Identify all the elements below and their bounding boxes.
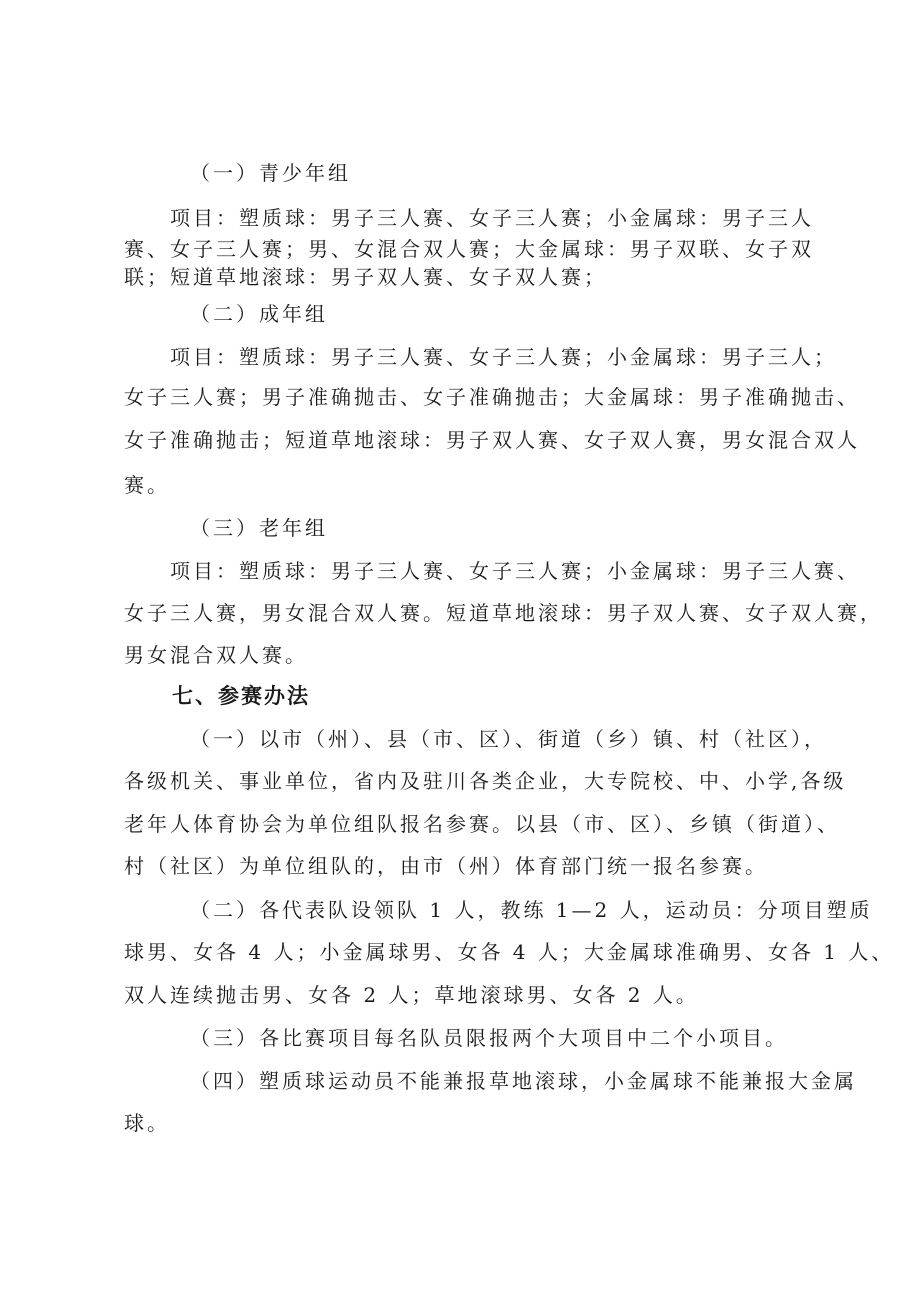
youth-items-line-3: 联；短道草地滚球：男子双人赛、女子双人赛； <box>124 265 607 289</box>
p2-line-3: 双人连续抛击男、女各 2 人；草地滚球男、女各 2 人。 <box>124 983 699 1007</box>
p4-line-2: 球。 <box>124 1111 170 1135</box>
adult-items-line-1: 项目：塑质球：男子三人赛、女子三人赛；小金属球：男子三人； <box>170 345 837 369</box>
senior-items-line-1: 项目：塑质球：男子三人赛、女子三人赛；小金属球：男子三人赛、 <box>170 559 860 583</box>
senior-items-line-3: 男女混合双人赛。 <box>124 643 308 667</box>
senior-items-line-2: 女子三人赛，男女混合双人赛。短道草地滚球：男子双人赛、女子双人赛， <box>124 601 883 625</box>
p2-line-1: （二）各代表队设领队 1 人，教练 1—2 人，运动员：分项目塑质 <box>190 898 873 922</box>
p1-line-3: 老年人体育协会为单位组队报名参赛。以县（市、区）、乡镇（街道）、 <box>124 812 840 836</box>
p1-line-1: （一）以市（州）、县（市、区）、街道（乡）镇、村（社区）， <box>190 727 827 751</box>
p3-line-1: （三）各比赛项目每名队员限报两个大项目中二个小项目。 <box>190 1026 788 1050</box>
p2-line-2: 球男、女各 4 人；小金属球男、女各 4 人；大金属球准确男、女各 1 人、 <box>124 940 895 964</box>
adult-items-line-4: 赛。 <box>124 473 170 497</box>
p1-line-4: 村（社区）为单位组队的，由市（州）体育部门统一报名参赛。 <box>124 854 768 878</box>
p1-line-2: 各级机关、事业单位，省内及驻川各类企业，大专院校、中、小学,各级 <box>124 769 847 793</box>
section-heading-participation: 七、参赛办法 <box>172 684 310 708</box>
adult-items-line-3: 女子准确抛击；短道草地滚球：男子双人赛、女子双人赛，男女混合双人 <box>124 428 860 452</box>
senior-group-title: （三）老年组 <box>190 516 328 540</box>
p4-line-1: （四）塑质球运动员不能兼报草地滚球，小金属球不能兼报大金属 <box>190 1069 857 1093</box>
youth-items-line-2: 赛、女子三人赛；男、女混合双人赛；大金属球：男子双联、女子双 <box>124 237 814 261</box>
youth-items-line-1: 项目：塑质球：男子三人赛、女子三人赛；小金属球：男子三人 <box>170 206 814 230</box>
youth-group-title: （一）青少年组 <box>190 161 351 185</box>
adult-items-line-2: 女子三人赛；男子准确抛击、女子准确抛击；大金属球：男子准确抛击、 <box>124 385 860 409</box>
adult-group-title: （二）成年组 <box>190 302 328 326</box>
